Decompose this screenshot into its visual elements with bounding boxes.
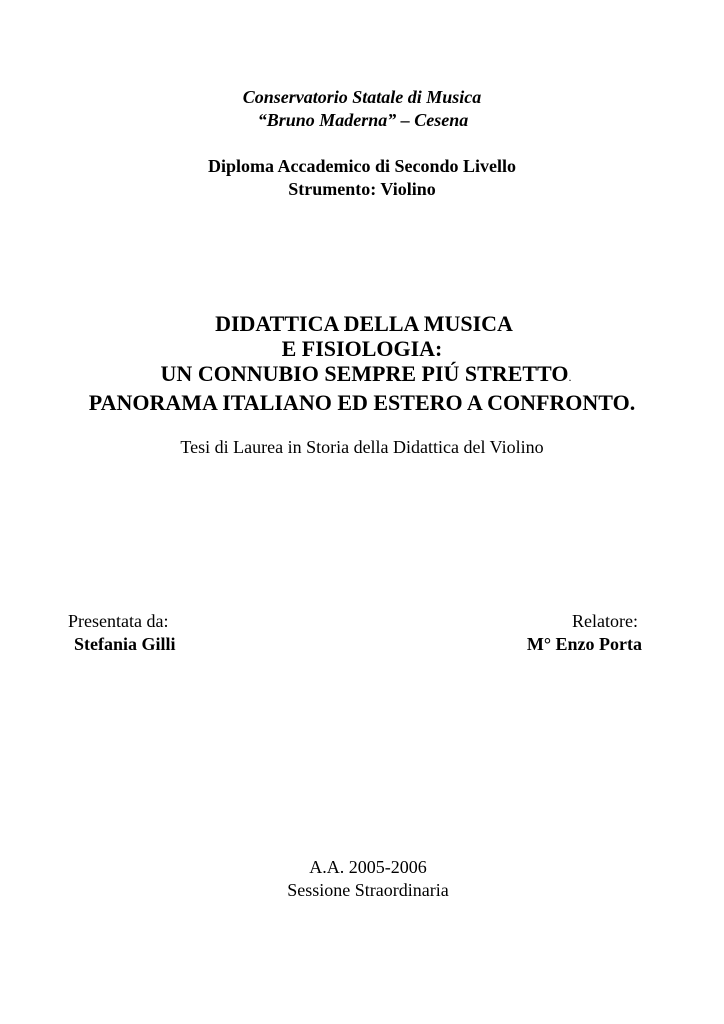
- title-line-1: DIDATTICA DELLA MUSICA: [215, 311, 513, 336]
- diploma-instrument: Strumento: Violino: [288, 179, 436, 199]
- thesis-title: [0, 311, 724, 415]
- title-line-3-punctuation: .: [568, 370, 572, 384]
- session-block: [0, 856, 724, 902]
- presenter-label: Presentata da:: [68, 611, 169, 631]
- academic-year: A.A. 2005-2006: [309, 857, 427, 877]
- title-line-3: UN CONNUBIO SEMPRE PIÚ STRETTO: [160, 361, 569, 386]
- institution-subname: “Bruno Maderna” – Cesena: [257, 110, 469, 130]
- institution-block: [0, 86, 724, 132]
- diploma-block: [0, 155, 724, 201]
- institution-name: Conservatorio Statale di Musica: [242, 87, 482, 107]
- advisor-block: [526, 610, 642, 656]
- session-type: Sessione Straordinaria: [287, 880, 449, 900]
- thesis-type: [0, 436, 724, 459]
- advisor-label: Relatore:: [572, 611, 638, 631]
- thesis-type-text: Tesi di Laurea in Storia della Didattica del Violino: [180, 437, 544, 457]
- advisor-name: M° Enzo Porta: [526, 634, 642, 654]
- diploma-level: Diploma Accademico di Secondo Livello: [208, 156, 516, 176]
- presenter-name: Stefania Gilli: [74, 634, 176, 654]
- title-line-4: PANORAMA ITALIANO ED ESTERO A CONFRONTO.: [88, 390, 636, 415]
- presenter-block: [68, 610, 176, 656]
- title-line-2: E FISIOLOGIA:: [281, 336, 443, 361]
- title-line-3-wrap: [0, 361, 724, 390]
